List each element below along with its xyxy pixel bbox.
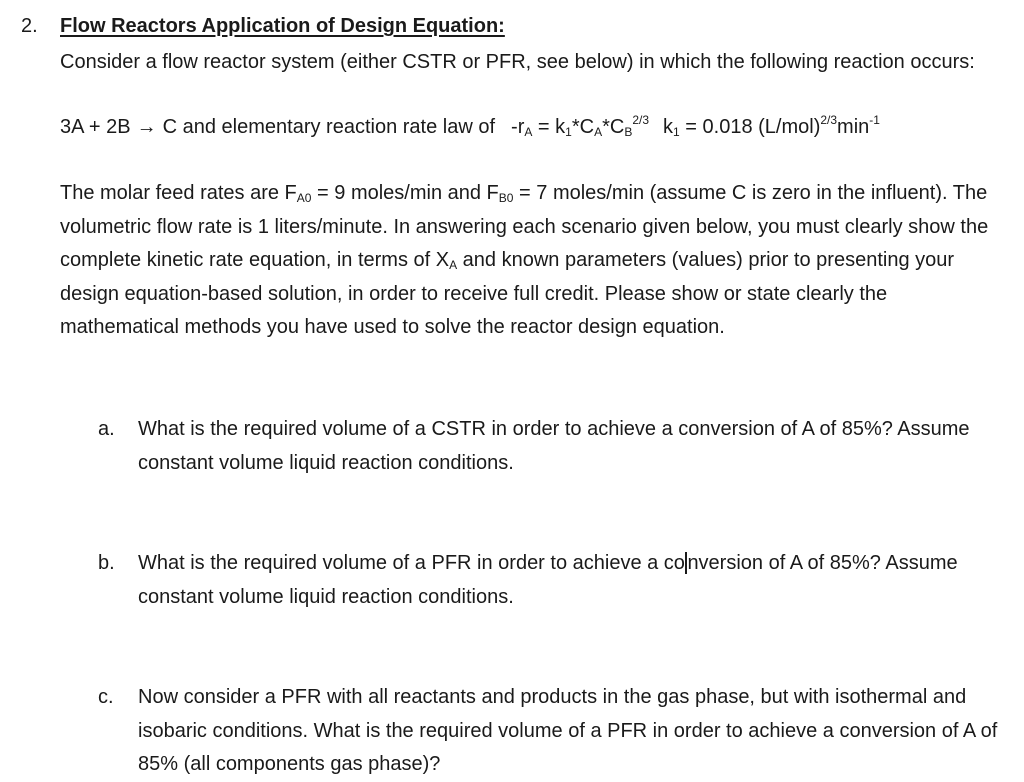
list-item-text: What is the required volume of a PFR in order to achieve a co nversion of A of 85%? Assume constant volume liquid reaction conditions. [138, 552, 958, 608]
list-item [98, 413, 1024, 480]
reaction-line [60, 112, 1010, 142]
list-item-letter: a. [98, 418, 115, 440]
reaction-lhs: 3A + 2B [60, 116, 131, 138]
list-item [98, 681, 1024, 782]
list-item [98, 547, 1024, 614]
problem-paragraph: The molar feed rates are $F_{A0} = 9$ moles/min and $F_{B0} = 7$ moles/min (assume C is zero in the influent). The volumetric flow rate is 1 liters/minute. In answering each scenario given below, you must clearly show the complete kinetic rate equation, in terms of $X_A$ and known parameters (values) prior to presenting your design equation-based solution, in order to receive full credit. Please show or state clearly the mathematical methods you have used to solve the reactor design equation. [60, 182, 989, 339]
question-number: 2. [21, 15, 38, 37]
intro-text: Consider a flow reactor system (either CSTR or PFR, see below) in which the following reaction occurs: [60, 51, 975, 73]
list-item-letter: b. [98, 552, 115, 574]
reaction-rhs: C and elementary reaction rate law of [162, 116, 496, 138]
question-title: Flow Reactors Application of Design Equation: [60, 15, 505, 37]
rate-law: $-r_A = k_1*C_A*C_B^{2/3}$ [511, 113, 650, 139]
list-item-text: What is the required volume of a CSTR in order to achieve a conversion of A of 85%? Assume constant volume liquid reaction conditions. [138, 418, 970, 474]
list-item-text: Now consider a PFR with all reactants and products in the gas phase, but with isothermal and isobaric conditions. What is the required volume of a PFR in order to achieve a conversion of A of 85% (all components gas phase)? [138, 686, 998, 775]
list-item-letter: c. [98, 686, 114, 708]
rate-constant: $k_1 = 0.018$ $(L/mol)^{2/3}\min^{-1}$ [663, 113, 880, 139]
reaction-arrow: → [136, 116, 157, 138]
